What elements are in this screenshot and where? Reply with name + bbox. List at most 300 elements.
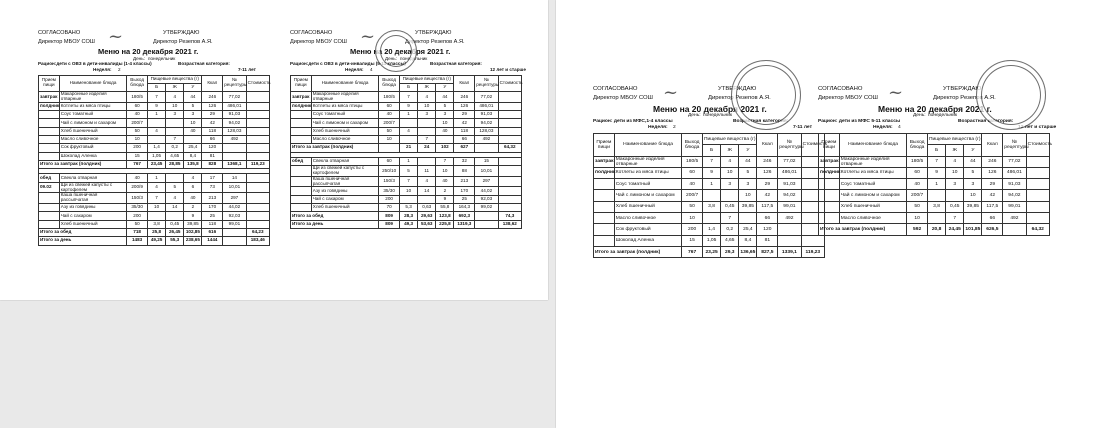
header-meal: Прием пищи <box>291 75 312 92</box>
dish-name: Хлеб пшеничный <box>614 201 682 212</box>
dish-value: 492 <box>1003 213 1026 224</box>
meal-cell <box>594 224 615 235</box>
dish-value: 60 <box>682 167 703 178</box>
lunch_total-value: 29,63 <box>418 212 436 220</box>
meal-label: обед <box>291 157 312 165</box>
director-school: Директор МБОУ СОШ <box>818 94 878 101</box>
dish-value: 486,01 <box>1003 167 1026 178</box>
meal-cell <box>39 220 60 228</box>
header-meal: Прием пищи <box>819 134 840 157</box>
dish-name: Макаронные изделия отварные <box>311 92 379 103</box>
dish-value: 1,05 <box>703 235 721 246</box>
dish-value: 10,01 <box>475 166 498 177</box>
dish-value <box>498 119 521 127</box>
breakfast-row <box>819 201 1050 212</box>
dish-value: 4 <box>946 156 964 167</box>
dish-name: Хлеб пшеничный <box>311 204 379 212</box>
breakfast-row <box>819 213 1050 224</box>
week-value: 4 <box>898 125 901 131</box>
director-school: Директор МБОУ СОШ <box>593 94 653 101</box>
agreed-label: СОГЛАСОВАНО <box>38 30 81 36</box>
header-cost: Стоимость <box>801 134 824 157</box>
header-protein: Б <box>400 83 418 91</box>
dish-value: 91,03 <box>223 111 246 119</box>
header-kcal: Ккал <box>454 75 475 92</box>
dish-value: 492 <box>223 135 246 143</box>
dish-value <box>148 212 166 220</box>
dish-name: Котлеты из мяса птицы <box>311 102 379 110</box>
dish-value: 10 <box>739 190 757 201</box>
dish-value: 180/5 <box>907 156 928 167</box>
breakfast-row <box>39 111 270 119</box>
lunch-row <box>39 212 270 220</box>
day_total-value: 225,8 <box>436 220 454 228</box>
dish-value: 40 <box>127 174 148 182</box>
dish-name: Соус томатный <box>614 179 682 190</box>
dish-value: 3 <box>946 179 964 190</box>
dish-value: 99,02 <box>475 204 498 212</box>
dish-value: 118 <box>454 127 475 135</box>
dish-value: 7 <box>148 92 166 103</box>
dish-value: 180/5 <box>127 92 148 103</box>
dish-value: 94,02 <box>223 119 246 127</box>
dish-value: 7 <box>400 92 418 103</box>
dish-value: 5 <box>964 167 982 178</box>
meal-sublabel <box>291 166 312 177</box>
dish-value: 66 <box>982 213 1003 224</box>
dish-value: 1,4 <box>148 144 166 152</box>
dish-value: 0,45 <box>946 201 964 212</box>
dish-value: 55,8 <box>436 204 454 212</box>
dish-value: 3 <box>739 179 757 190</box>
breakfast_total-value: 1368,1 <box>223 160 246 168</box>
dish-value <box>166 212 184 220</box>
dish-value <box>498 166 521 177</box>
dish-value: 120 <box>757 224 778 235</box>
breakfast-row <box>39 127 270 135</box>
dish-value: 5 <box>739 167 757 178</box>
dish-value: 9 <box>703 167 721 178</box>
lunch-row <box>291 166 522 177</box>
dish-value: 60 <box>127 102 148 110</box>
breakfast_total-value: 626,5 <box>982 224 1003 235</box>
breakfast-row <box>39 144 270 152</box>
dish-value <box>721 190 739 201</box>
dish-value: 0,63 <box>418 204 436 212</box>
meal-cell <box>594 179 615 190</box>
meal-sublabel: полдник <box>594 167 615 178</box>
meal-cell <box>819 213 840 224</box>
meal-sublabel: полдник <box>39 102 60 110</box>
header-kcal: Ккал <box>757 134 778 157</box>
dish-value: 40 <box>184 127 202 135</box>
breakfast_total-row <box>819 224 1050 235</box>
meal-cell <box>291 135 312 143</box>
day_total-label: Итого за день <box>291 220 379 228</box>
header-dish: Наименование блюда <box>839 134 907 157</box>
ration: Рацион:дети с ОВЗ в дети-инвалиды (5-11 классы) <box>290 61 406 67</box>
week-label: Неделя: <box>93 66 112 72</box>
dish-value: 9 <box>184 212 202 220</box>
dish-value: 73 <box>202 182 223 193</box>
dish-value: 10 <box>148 204 166 212</box>
day-label: День: <box>913 113 926 119</box>
lunch_total-row <box>39 228 270 236</box>
dish-value <box>928 213 946 224</box>
ration: Рацион: дети из МФС 5-11 классы <box>818 119 901 125</box>
dish-value: 40 <box>127 111 148 119</box>
breakfast_total-value <box>379 144 400 152</box>
meal-cell <box>39 204 60 212</box>
dish-value: 25 <box>202 212 223 220</box>
dish-value: 486,01 <box>778 167 801 178</box>
dish-value <box>1026 190 1049 201</box>
age-value: 12 лет и старше <box>1018 125 1057 131</box>
lunch-row <box>39 220 270 228</box>
dish-value: 10,01 <box>223 182 246 193</box>
dish-value: 77,02 <box>1003 156 1026 167</box>
breakfast_total-value: 64,32 <box>498 144 521 152</box>
header-yield: Выход блюда <box>682 134 703 157</box>
dish-name: Чай с лимоном и сахаром <box>311 119 379 127</box>
dish-value: 213 <box>202 193 223 204</box>
breakfast-row <box>819 167 1050 178</box>
director-school: Директор МБОУ СОШ <box>38 38 95 45</box>
dish-value: 4 <box>400 127 418 135</box>
dish-value: 246 <box>202 92 223 103</box>
dish-value: 14 <box>223 174 246 182</box>
breakfast-row <box>819 190 1050 201</box>
signature: ~ <box>360 26 376 47</box>
dish-value: 44 <box>184 92 202 103</box>
day_total-value: 49,25 <box>148 237 166 245</box>
dish-value: 4 <box>418 92 436 103</box>
dish-value: 40 <box>379 111 400 119</box>
dish-value: 10 <box>400 187 418 195</box>
dish-name: Чай с сахаром <box>311 195 379 203</box>
dish-value: 246 <box>454 92 475 103</box>
header-yield: Выход блюда <box>907 134 928 157</box>
meal-cell <box>594 190 615 201</box>
header-protein: Б <box>703 145 721 156</box>
dish-value <box>148 119 166 127</box>
lunch_total-value: 809 <box>379 212 400 220</box>
dish-name: Котлеты из мяса птицы <box>839 167 907 178</box>
breakfast_total-value: 21 <box>400 144 418 152</box>
dish-name: Хлеб пшеничный <box>59 127 127 135</box>
menu-title: Меню на 20 декабря 2021 г. <box>98 47 199 57</box>
meal-label: завтрак <box>291 92 312 103</box>
header-nutrients: Пищевые вещества (г) <box>928 134 982 145</box>
dish-value: 42 <box>982 190 1003 201</box>
dish-value: 170 <box>454 187 475 195</box>
dish-value <box>400 195 418 203</box>
dish-value <box>246 102 269 110</box>
dish-name: Свекла отварная <box>59 174 127 182</box>
dish-value: 213 <box>454 176 475 187</box>
dish-value: 10 <box>436 166 454 177</box>
dish-value: 29 <box>454 111 475 119</box>
agreed-label: СОГЛАСОВАНО <box>290 30 333 36</box>
breakfast_total-value: 135,8 <box>184 160 202 168</box>
meal-cell <box>819 201 840 212</box>
dish-value: 10 <box>436 119 454 127</box>
header-nutrients: Пищевые вещества (г) <box>148 75 202 83</box>
dish-name: Шоколад Аленка <box>59 152 127 160</box>
dish-value <box>246 220 269 228</box>
dish-value: 9 <box>436 195 454 203</box>
lunch-row <box>291 187 522 195</box>
dish-value: 29 <box>982 179 1003 190</box>
menu-table <box>38 75 270 246</box>
dish-value: 4 <box>721 156 739 167</box>
ration: Рацион: дети из МФС,1-4 классы <box>593 119 673 125</box>
meal-label: завтрак <box>819 156 840 167</box>
dish-value <box>498 176 521 187</box>
dish-value <box>400 135 418 143</box>
meal-cell <box>291 119 312 127</box>
dish-value: 15 <box>127 152 148 160</box>
dish-value: 118 <box>202 220 223 228</box>
dish-value: 2 <box>436 187 454 195</box>
dish-value <box>184 135 202 143</box>
dish-value <box>246 182 269 193</box>
dish-value: 6 <box>184 182 202 193</box>
dish-name: Котлеты из мяса птицы <box>59 102 127 110</box>
dish-value <box>498 111 521 119</box>
header-recipe: № рецептуры <box>1003 134 1026 157</box>
dish-value <box>246 127 269 135</box>
dish-value: 66 <box>757 213 778 224</box>
meal-sublabel: полдник <box>291 102 312 110</box>
dish-value: 150/3 <box>379 176 400 187</box>
lunch-row <box>291 176 522 187</box>
meal-cell <box>39 135 60 143</box>
meal-cell <box>39 212 60 220</box>
dish-value <box>498 187 521 195</box>
dish-value: 250/10 <box>379 166 400 177</box>
dish-value <box>400 119 418 127</box>
header-cost: Стоимость <box>246 75 269 92</box>
dish-value: 180/5 <box>682 156 703 167</box>
dish-value: 44 <box>964 156 982 167</box>
dish-value <box>166 127 184 135</box>
day-label: День: <box>688 113 701 119</box>
dish-value <box>418 157 436 165</box>
meal-label: завтрак <box>594 156 615 167</box>
dish-value: 66 <box>454 135 475 143</box>
dish-value: 126 <box>982 167 1003 178</box>
dish-value <box>246 135 269 143</box>
lunch-row <box>39 182 270 193</box>
dish-name: Макаронные изделия отварные <box>614 156 682 167</box>
header-nutrients: Пищевые вещества (г) <box>703 134 757 145</box>
header-cost: Стоимость <box>498 75 521 92</box>
dish-value: 3 <box>964 179 982 190</box>
day_total-row <box>291 220 522 228</box>
header-protein: Б <box>928 145 946 156</box>
lunch_total-value: 74,3 <box>498 212 521 220</box>
dish-value: 492 <box>475 135 498 143</box>
breakfast-row <box>291 135 522 143</box>
dish-value: 8,4 <box>184 152 202 160</box>
header-fat: Ж <box>946 145 964 156</box>
dish-value: 99,01 <box>1003 201 1026 212</box>
breakfast-row <box>594 179 825 190</box>
dish-name: Сок фруктовый <box>614 224 682 235</box>
meal-cell <box>291 195 312 203</box>
dish-value: 70 <box>379 204 400 212</box>
dish-value: 39,85 <box>184 220 202 228</box>
meal-cell <box>594 235 615 246</box>
official-stamp <box>976 60 1046 130</box>
dish-value: 0,2 <box>721 224 739 235</box>
dish-value: 60 <box>907 167 928 178</box>
dish-value: 50 <box>127 127 148 135</box>
dish-value: 200/7 <box>127 119 148 127</box>
meal-cell <box>291 187 312 195</box>
dish-value: 91,03 <box>475 111 498 119</box>
menu-table <box>818 133 1053 236</box>
dish-name: Масло сливочное <box>614 213 682 224</box>
dish-value: 4 <box>166 92 184 103</box>
day-label: День: <box>133 55 145 61</box>
day-value: понедельник <box>703 113 733 119</box>
dish-value: 14 <box>166 204 184 212</box>
dish-value: 9 <box>148 102 166 110</box>
meal-cell <box>291 204 312 212</box>
meal-cell <box>291 176 312 187</box>
dish-value: 200/7 <box>682 190 703 201</box>
dish-value <box>739 213 757 224</box>
breakfast-row <box>39 92 270 103</box>
menu-title: Меню на 20 декабря 2021 г. <box>653 103 767 114</box>
dish-value: 40 <box>436 176 454 187</box>
dish-value <box>418 127 436 135</box>
dish-value: 92,03 <box>223 212 246 220</box>
meal-cell <box>39 119 60 127</box>
breakfast-row <box>291 92 522 103</box>
dish-value: 1 <box>928 179 946 190</box>
dish-value: 94,02 <box>778 190 801 201</box>
dish-value: 25 <box>454 195 475 203</box>
dish-value: 15 <box>682 235 703 246</box>
meal-cell <box>819 179 840 190</box>
dish-value <box>246 174 269 182</box>
dish-name: Свекла отварная <box>311 157 379 165</box>
age-label: Возрастная категория: <box>430 61 482 67</box>
dish-value: 1 <box>400 111 418 119</box>
breakfast-row <box>594 235 825 246</box>
dish-value: 200 <box>682 224 703 235</box>
dish-value: 5 <box>400 166 418 177</box>
breakfast-row <box>594 190 825 201</box>
dish-value <box>964 213 982 224</box>
breakfast_total-label: Итого за завтрак (полдник) <box>594 246 682 257</box>
dish-value: 39,85 <box>739 201 757 212</box>
breakfast_total-value: 119,23 <box>246 160 269 168</box>
dish-value: 180/5 <box>379 92 400 103</box>
dish-value: 486,01 <box>223 102 246 110</box>
dish-value: 91,03 <box>778 179 801 190</box>
week-label: Неделя: <box>648 125 668 131</box>
age-label: Возрастная категория: <box>958 119 1014 125</box>
dish-value: 10 <box>721 167 739 178</box>
dish-value <box>946 190 964 201</box>
dish-value: 126 <box>757 167 778 178</box>
header-fat: Ж <box>418 83 436 91</box>
dish-value: 15 <box>475 157 498 165</box>
header-meal: Прием пищи <box>39 75 60 92</box>
header-carb: У <box>436 83 454 91</box>
dish-value: 32 <box>454 157 475 165</box>
signature: ~ <box>663 82 679 103</box>
day-value: понедельник <box>400 55 428 61</box>
breakfast-row <box>291 102 522 110</box>
dish-name: Сок фруктовый <box>59 144 127 152</box>
breakfast_total-value: 23,45 <box>148 160 166 168</box>
breakfast_total-value: 828 <box>202 160 223 168</box>
dish-value: 60 <box>379 157 400 165</box>
dish-name: Масло сливочное <box>59 135 127 143</box>
breakfast_total-label: Итого за завтрак (полдник) <box>819 224 907 235</box>
dish-value: 42 <box>454 119 475 127</box>
dish-name: Масло сливочное <box>311 135 379 143</box>
menu-title: Меню на 20 декабря 2021 г. <box>878 103 992 114</box>
breakfast_total-value: 64,32 <box>1026 224 1049 235</box>
breakfast_total-row <box>291 144 522 152</box>
breakfast-row <box>594 213 825 224</box>
dish-value: 3,8 <box>148 220 166 228</box>
dish-value: 50 <box>127 220 148 228</box>
breakfast_total-value: 28,85 <box>166 160 184 168</box>
dish-value <box>223 144 246 152</box>
breakfast_total-value: 101,85 <box>964 224 982 235</box>
lunch-row <box>291 195 522 203</box>
lunch_total-value: 64,23 <box>246 228 269 236</box>
dish-value <box>166 174 184 182</box>
meal-cell <box>594 213 615 224</box>
dish-name: Каша пшеничная рассыпчатая <box>311 176 379 187</box>
week-value: 2 <box>118 66 121 72</box>
dish-name: Чай с лимоном и сахаром <box>614 190 682 201</box>
breakfast-row <box>291 127 522 135</box>
day_total-value: 238,65 <box>184 237 202 245</box>
director-school: Директор МБОУ СОШ <box>290 38 347 45</box>
meal-cell <box>39 152 60 160</box>
dish-value: 1 <box>148 174 166 182</box>
dish-value <box>246 212 269 220</box>
lunch_total-value: 26,45 <box>166 228 184 236</box>
dish-name: Шоколад Аленка <box>614 235 682 246</box>
dish-name: Макаронные изделия отварные <box>59 92 127 103</box>
breakfast_total-value: 592 <box>907 224 928 235</box>
breakfast_total-value: 136,65 <box>739 246 757 257</box>
lunch-row <box>291 204 522 212</box>
dish-value: 66 <box>202 135 223 143</box>
official-stamp <box>731 60 801 130</box>
dish-value: 7 <box>928 156 946 167</box>
header-recipe: № рецептуры <box>475 75 498 92</box>
dish-value: 4 <box>184 174 202 182</box>
dish-value <box>166 119 184 127</box>
breakfast_total-row <box>594 246 825 257</box>
dish-value: 170 <box>202 204 223 212</box>
dish-value: 50 <box>682 201 703 212</box>
dish-value: 5 <box>436 102 454 110</box>
dish-value: 8,4 <box>739 235 757 246</box>
dish-value: 1 <box>400 157 418 165</box>
